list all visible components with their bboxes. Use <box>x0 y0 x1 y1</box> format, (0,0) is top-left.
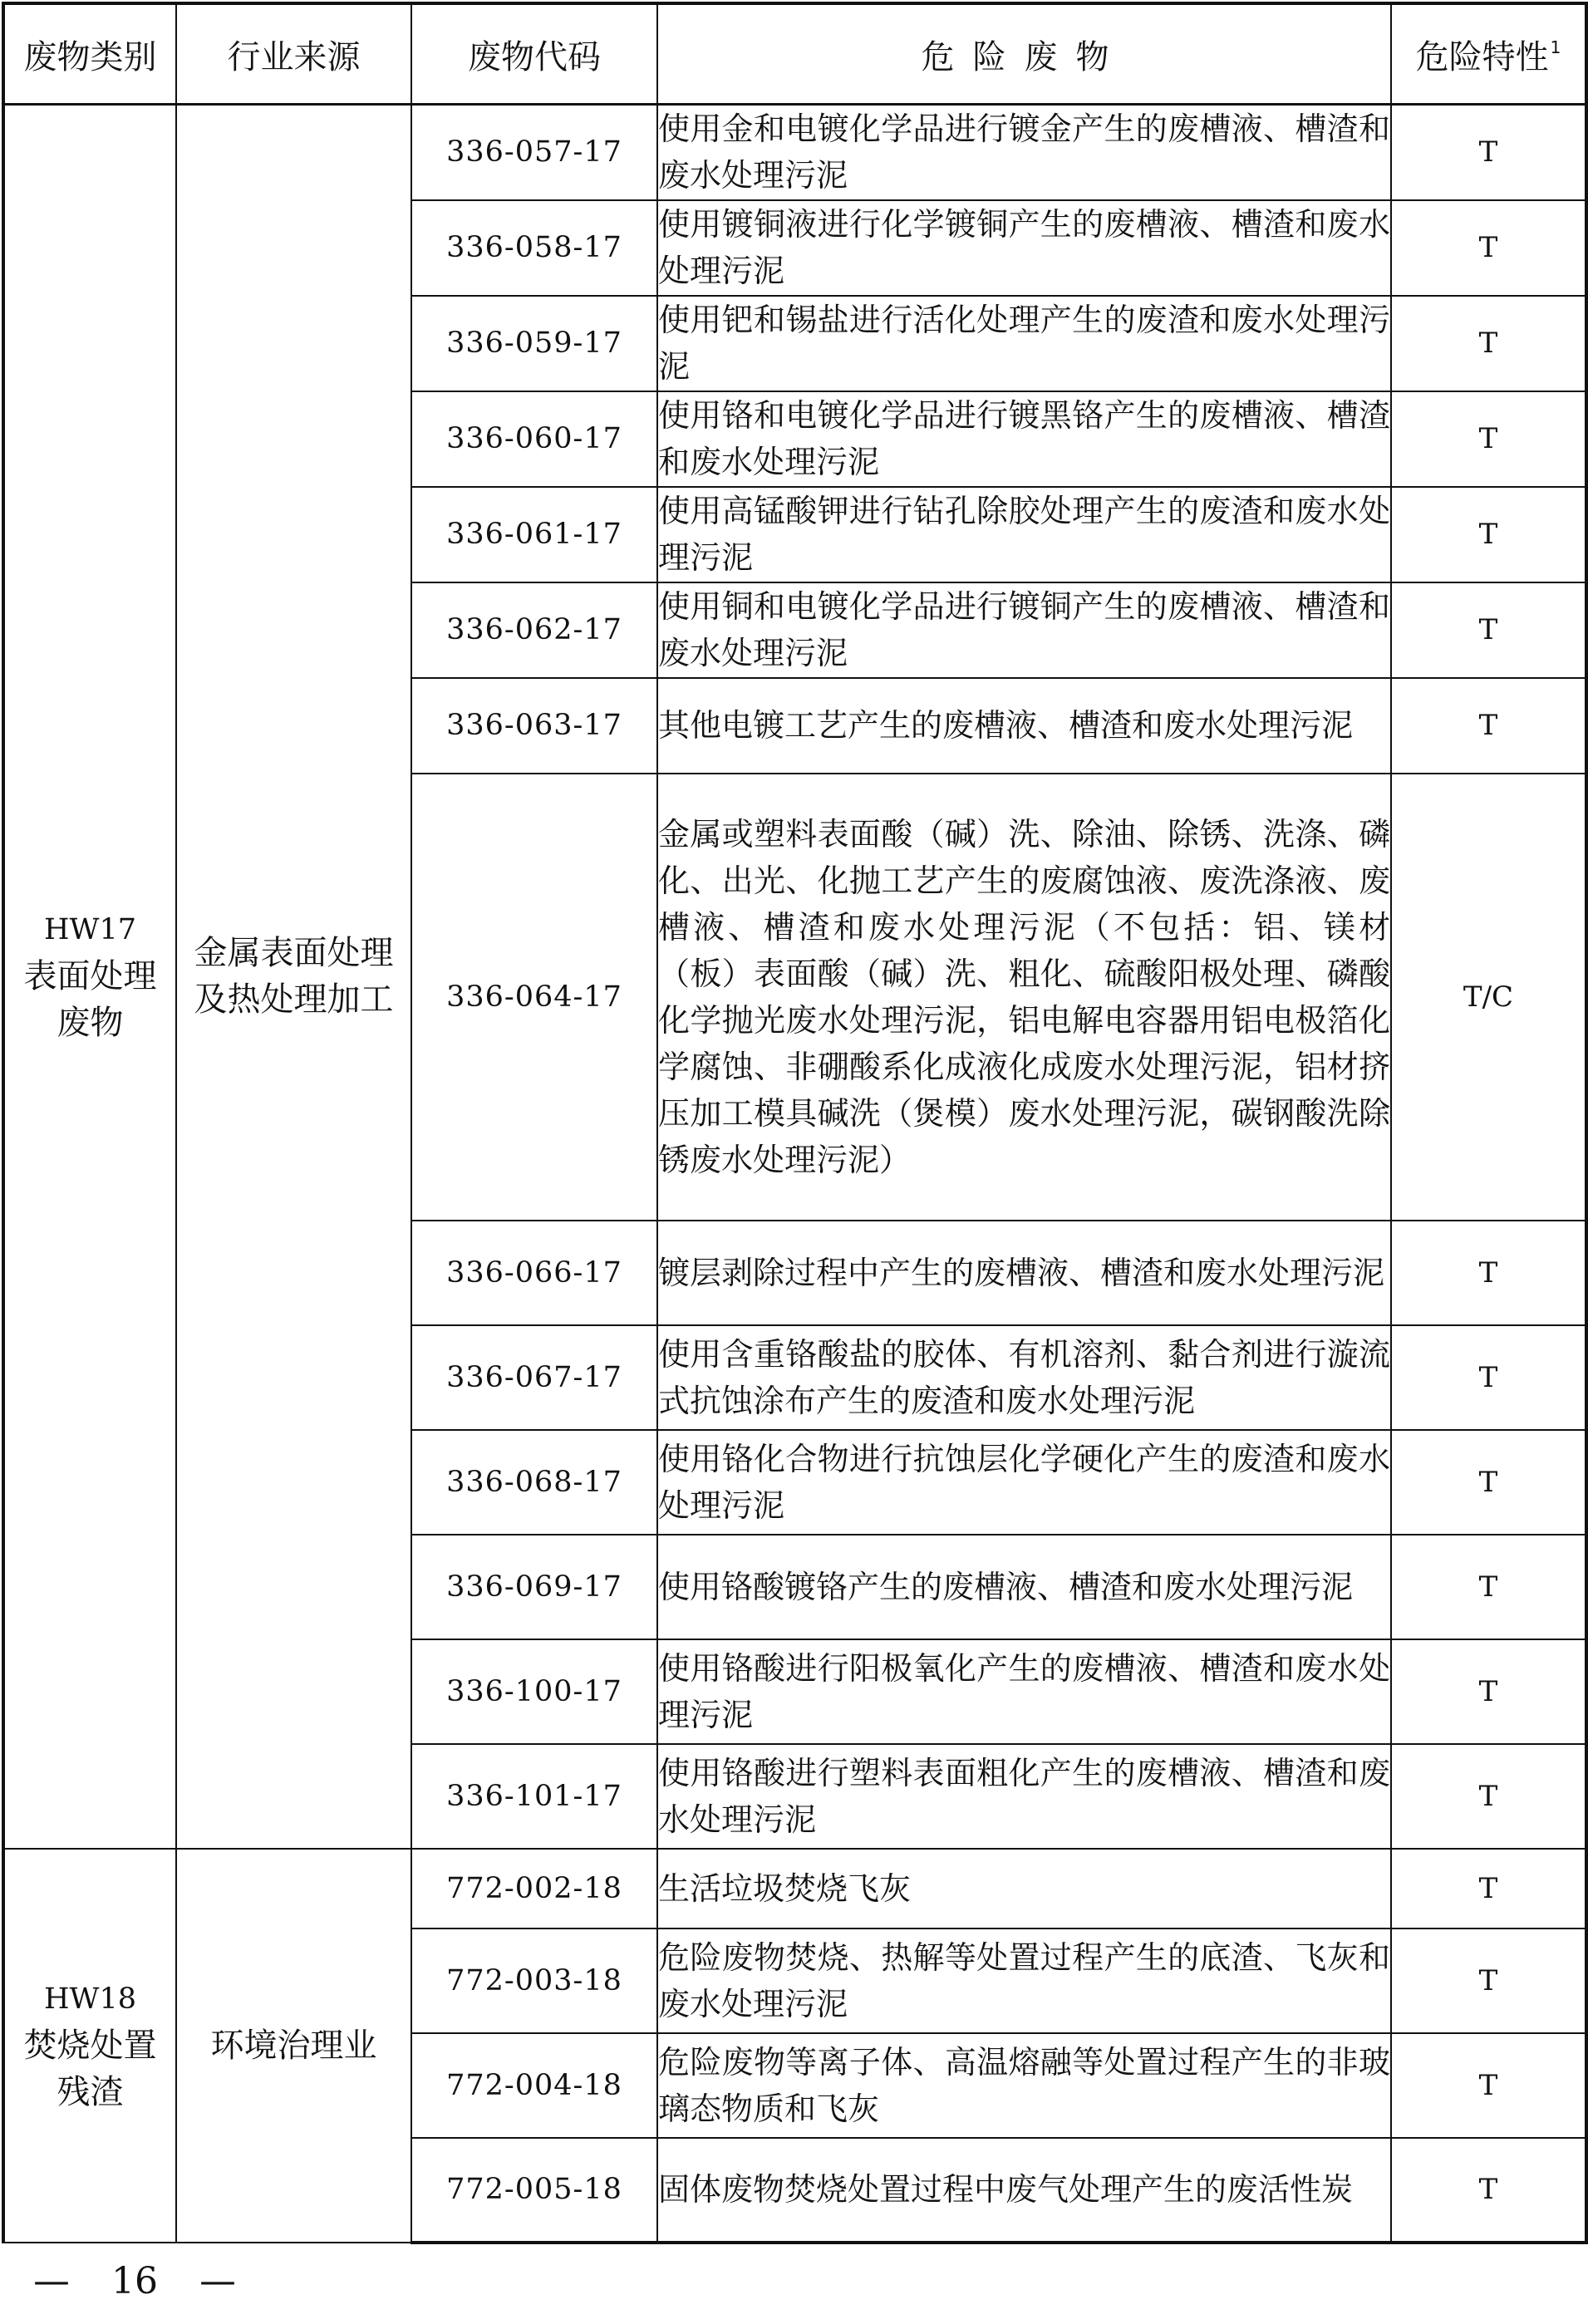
waste-code: 336-062-17 <box>411 582 657 678</box>
category-cell-hw17 <box>3 105 176 1849</box>
header-category: 废物类别 <box>3 3 176 105</box>
waste-code: 336-057-17 <box>411 105 657 200</box>
industry-source: 金属表面处理及热处理加工 <box>194 934 394 1020</box>
waste-description: 使用铬酸进行塑料表面粗化产生的废槽液、槽渣和废水处理污泥 <box>657 1744 1391 1849</box>
waste-description: 使用金和电镀化学品进行镀金产生的废槽液、槽渣和废水处理污泥 <box>657 105 1391 200</box>
header-code: 废物代码 <box>411 3 657 105</box>
hazard-characteristic: T <box>1391 2033 1586 2138</box>
page-number: 16 <box>111 2260 158 2302</box>
table-body <box>3 105 1586 2243</box>
hazard-characteristic: T/C <box>1391 774 1586 1221</box>
category-cell-hw18 <box>3 1849 176 2243</box>
category-code: HW18 <box>43 1982 137 2016</box>
hazard-characteristic: T <box>1391 2138 1586 2243</box>
waste-code: 336-069-17 <box>411 1535 657 1639</box>
hazard-characteristic: T <box>1391 1639 1586 1744</box>
page-footer <box>33 2260 236 2302</box>
source-cell-hw18 <box>176 1849 411 2243</box>
waste-description: 使用镀铜液进行化学镀铜产生的废槽液、槽渣和废水处理污泥 <box>657 200 1391 296</box>
waste-description: 使用铬化合物进行抗蚀层化学硬化产生的废渣和废水处理污泥 <box>657 1430 1391 1535</box>
category-name: 表面处理废物 <box>23 957 157 1043</box>
header-hazard: 危险特性 $^1$ <box>1391 3 1586 105</box>
table-header-row <box>3 3 1586 105</box>
waste-description: 使用含重铬酸盐的胶体、有机溶剂、黏合剂进行漩流式抗蚀涂布产生的废渣和废水处理污泥 <box>657 1325 1391 1430</box>
hazard-characteristic: T <box>1391 1221 1586 1325</box>
hazard-characteristic: T <box>1391 200 1586 296</box>
waste-code: 336-101-17 <box>411 1744 657 1849</box>
waste-code: 772-004-18 <box>411 2033 657 2138</box>
waste-description: 使用铬酸镀铬产生的废槽液、槽渣和废水处理污泥 <box>657 1535 1391 1639</box>
waste-code: 772-002-18 <box>411 1849 657 1928</box>
waste-description: 危险废物等离子体、高温熔融等处置过程产生的非玻璃态物质和飞灰 <box>657 2033 1391 2138</box>
hazard-characteristic: T <box>1391 1928 1586 2033</box>
waste-code: 336-059-17 <box>411 296 657 391</box>
waste-code: 336-064-17 <box>411 774 657 1221</box>
hazardous-waste-table <box>2 2 1588 2244</box>
waste-description: 危险废物焚烧、热解等处置过程产生的底渣、飞灰和废水处理污泥 <box>657 1928 1391 2033</box>
waste-description: 生活垃圾焚烧飞灰 <box>657 1849 1391 1928</box>
waste-code: 336-068-17 <box>411 1430 657 1535</box>
waste-code: 336-067-17 <box>411 1325 657 1430</box>
waste-description: 使用铬酸进行阳极氧化产生的废槽液、槽渣和废水处理污泥 <box>657 1639 1391 1744</box>
waste-description: 使用铬和电镀化学品进行镀黑铬产生的废槽液、槽渣和废水处理污泥 <box>657 391 1391 487</box>
waste-code: 336-063-17 <box>411 678 657 774</box>
hazard-footnote-mark: 1 <box>1550 37 1561 57</box>
industry-source: 环境治理业 <box>210 2026 377 2065</box>
waste-description: 使用钯和锡盐进行活化处理产生的废渣和废水处理污泥 <box>657 296 1391 391</box>
category-code: HW17 <box>43 913 137 947</box>
hazard-characteristic: T <box>1391 1430 1586 1535</box>
waste-description: 金属或塑料表面酸（碱）洗、除油、除锈、洗涤、磷化、出光、化抛工艺产生的废腐蚀液、废洗涤液、废槽液、槽渣和废水处理污泥（不包括：铝、镁材（板）表面酸（碱）洗、粗化、硫酸阳极处理、磷酸化学抛光废水处理污泥，铝电解电容器用铝电极箔化学腐蚀、非硼酸系化成液化成废水处理污泥，铝材挤压加工模具碱洗（煲模）废水处理污泥，碳钢酸洗除锈废水处理污泥） <box>657 774 1391 1221</box>
waste-code: 336-061-17 <box>411 487 657 582</box>
source-cell-hw17 <box>176 105 411 1849</box>
waste-code: 772-003-18 <box>411 1928 657 2033</box>
waste-code: 336-058-17 <box>411 200 657 296</box>
header-source: 行业来源 <box>176 3 411 105</box>
waste-description: 其他电镀工艺产生的废槽液、槽渣和废水处理污泥 <box>657 678 1391 774</box>
table-row <box>3 1849 1586 1928</box>
waste-code: 772-005-18 <box>411 2138 657 2243</box>
hazard-characteristic: T <box>1391 1325 1586 1430</box>
waste-description: 镀层剥除过程中产生的废槽液、槽渣和废水处理污泥 <box>657 1221 1391 1325</box>
footer-dash-left: — <box>33 2260 70 2302</box>
hazard-characteristic: T <box>1391 391 1586 487</box>
table-row <box>3 105 1586 200</box>
hazard-characteristic: T <box>1391 1744 1586 1849</box>
footer-dash-right: — <box>199 2260 236 2302</box>
hazard-characteristic: T <box>1391 296 1586 391</box>
waste-code: 336-060-17 <box>411 391 657 487</box>
hazard-characteristic: T <box>1391 487 1586 582</box>
hazard-characteristic: T <box>1391 1849 1586 1928</box>
hazard-characteristic: T <box>1391 678 1586 774</box>
waste-code: 336-100-17 <box>411 1639 657 1744</box>
waste-description: 使用铜和电镀化学品进行镀铜产生的废槽液、槽渣和废水处理污泥 <box>657 582 1391 678</box>
hazard-characteristic: T <box>1391 1535 1586 1639</box>
hazard-characteristic: T <box>1391 105 1586 200</box>
waste-description: 使用高锰酸钾进行钻孔除胶处理产生的废渣和废水处理污泥 <box>657 487 1391 582</box>
waste-code: 336-066-17 <box>411 1221 657 1325</box>
hazard-characteristic: T <box>1391 582 1586 678</box>
category-name: 焚烧处置残渣 <box>23 2026 157 2111</box>
header-description: 危险废物 <box>657 3 1391 105</box>
waste-description: 固体废物焚烧处置过程中废气处理产生的废活性炭 <box>657 2138 1391 2243</box>
